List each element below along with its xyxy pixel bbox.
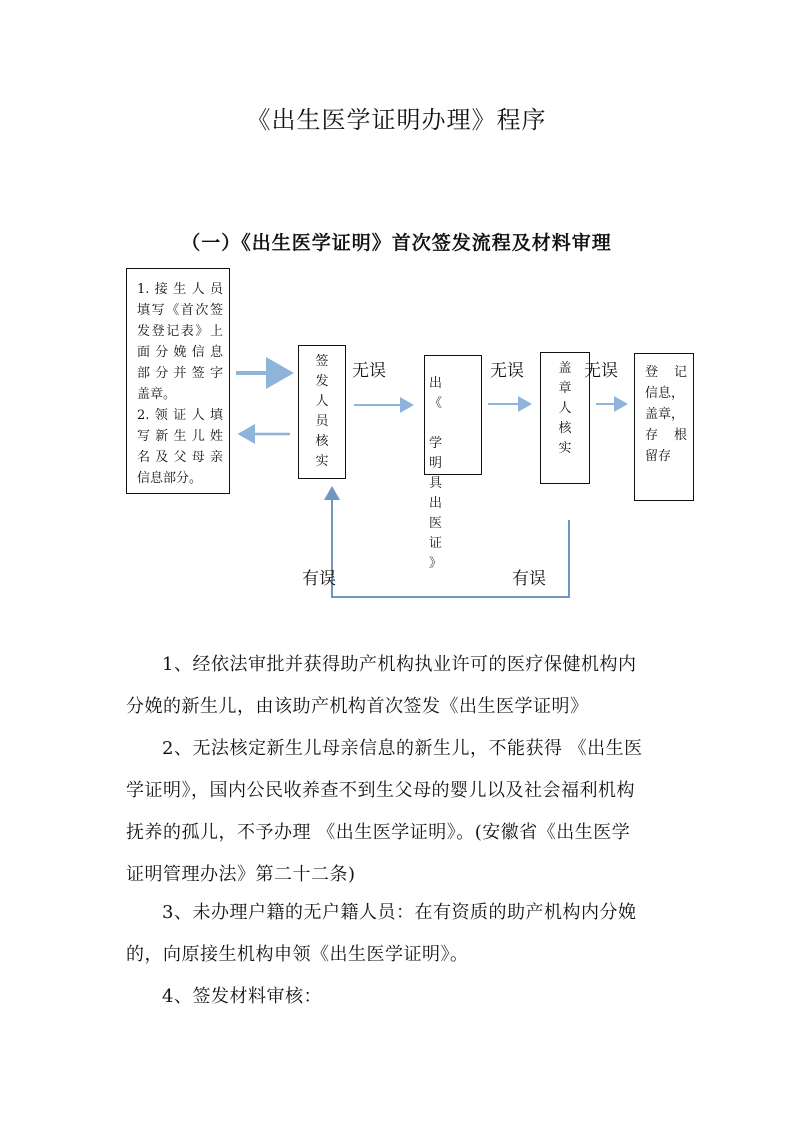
error-label: 有误 [302, 569, 336, 589]
issue-char: 具 [429, 476, 443, 491]
paragraph-line: 学证明》，国内公民收养查不到生父母的婴儿以及社会福利机构 [126, 780, 635, 801]
applicant-line: 名及父母亲 [137, 450, 223, 465]
issue-char: 出 [429, 376, 443, 391]
paragraph-3 [126, 892, 676, 976]
paragraph-1 [126, 644, 676, 728]
issue-char: 学 [429, 436, 443, 451]
issue-char: 》 [429, 556, 443, 571]
register-box [634, 353, 694, 501]
stamp-char: 盖 [558, 361, 572, 376]
verify-char: 实 [315, 454, 329, 469]
issue-col-right [429, 474, 451, 574]
applicant-line: 部分并签字 [137, 366, 223, 381]
applicant-line: 发登记表》上 [137, 324, 223, 339]
section-heading: （一）《出生医学证明》首次签发流程及材料审理 [181, 232, 612, 254]
applicant-line: 信息部分。 [137, 471, 203, 486]
stamp-char: 人 [558, 401, 572, 416]
stamp-char: 实 [558, 441, 572, 456]
register-line: 信息， [645, 386, 685, 401]
verify-char: 签 [315, 354, 329, 369]
paragraph-line: 证明管理办法》第二十二条) [126, 864, 356, 885]
verify-char: 发 [315, 374, 329, 389]
verify-char: 员 [315, 414, 329, 429]
issue-box [424, 355, 482, 571]
paragraph-2 [126, 728, 676, 896]
register-line: 登 记 [645, 365, 687, 380]
issue-char: 《 [429, 396, 443, 411]
stamp-box [540, 352, 590, 484]
paragraph-line: 分娩的新生儿，由该助产机构首次签发《出生医学证明》 [126, 696, 589, 717]
paragraph-4 [126, 976, 676, 1018]
applicant-box [126, 268, 230, 494]
paragraph-line: 2、无法核定新生儿母亲信息的新生儿，不能获得 《出生医 [162, 738, 643, 759]
paragraph-line: 的，向原接生机构申领《出生医学证明》。 [126, 944, 469, 965]
paragraph-line: 1、经依法审批并获得助产机构执业许可的医疗保健机构内 [162, 654, 637, 675]
verify-box [298, 345, 346, 479]
applicant-line: 填写《首次签 [137, 303, 223, 318]
issue-char: 出 [429, 496, 443, 511]
document-title: 《出生医学证明办理》程序 [246, 106, 547, 134]
verify-char: 人 [315, 394, 329, 409]
no-error-label: 无误 [490, 361, 524, 381]
no-error-label: 无误 [352, 361, 386, 381]
stamp-char: 核 [558, 421, 572, 436]
issue-col-left [429, 364, 451, 474]
verify-char: 核 [315, 434, 329, 449]
applicant-line: 盖章。 [137, 387, 177, 402]
applicant-line: 2.领证人填 [137, 408, 223, 423]
stamp-char: 章 [558, 381, 572, 396]
applicant-line: 写新生儿姓 [137, 429, 223, 444]
issue-char: 明 [429, 456, 443, 471]
no-error-label: 无误 [584, 361, 618, 381]
applicant-line: 1.接生人员 [137, 282, 223, 297]
register-line: 存 根 [645, 428, 687, 443]
paragraph-line: 抚养的孤儿，不予办理 《出生医学证明》。(安徽省《出生医学 [126, 822, 631, 843]
paragraph-line: 3、未办理户籍的无户籍人员：在有资质的助产机构内分娩 [162, 902, 637, 923]
issue-char: 证 [429, 536, 443, 551]
error-label: 有误 [512, 569, 546, 589]
paragraph-line: 4、签发材料审核： [162, 986, 322, 1007]
register-line: 盖章， [645, 407, 685, 422]
issue-char: 医 [429, 516, 443, 531]
applicant-line: 面分娩信息 [137, 345, 223, 360]
register-line: 留存 [645, 449, 672, 464]
